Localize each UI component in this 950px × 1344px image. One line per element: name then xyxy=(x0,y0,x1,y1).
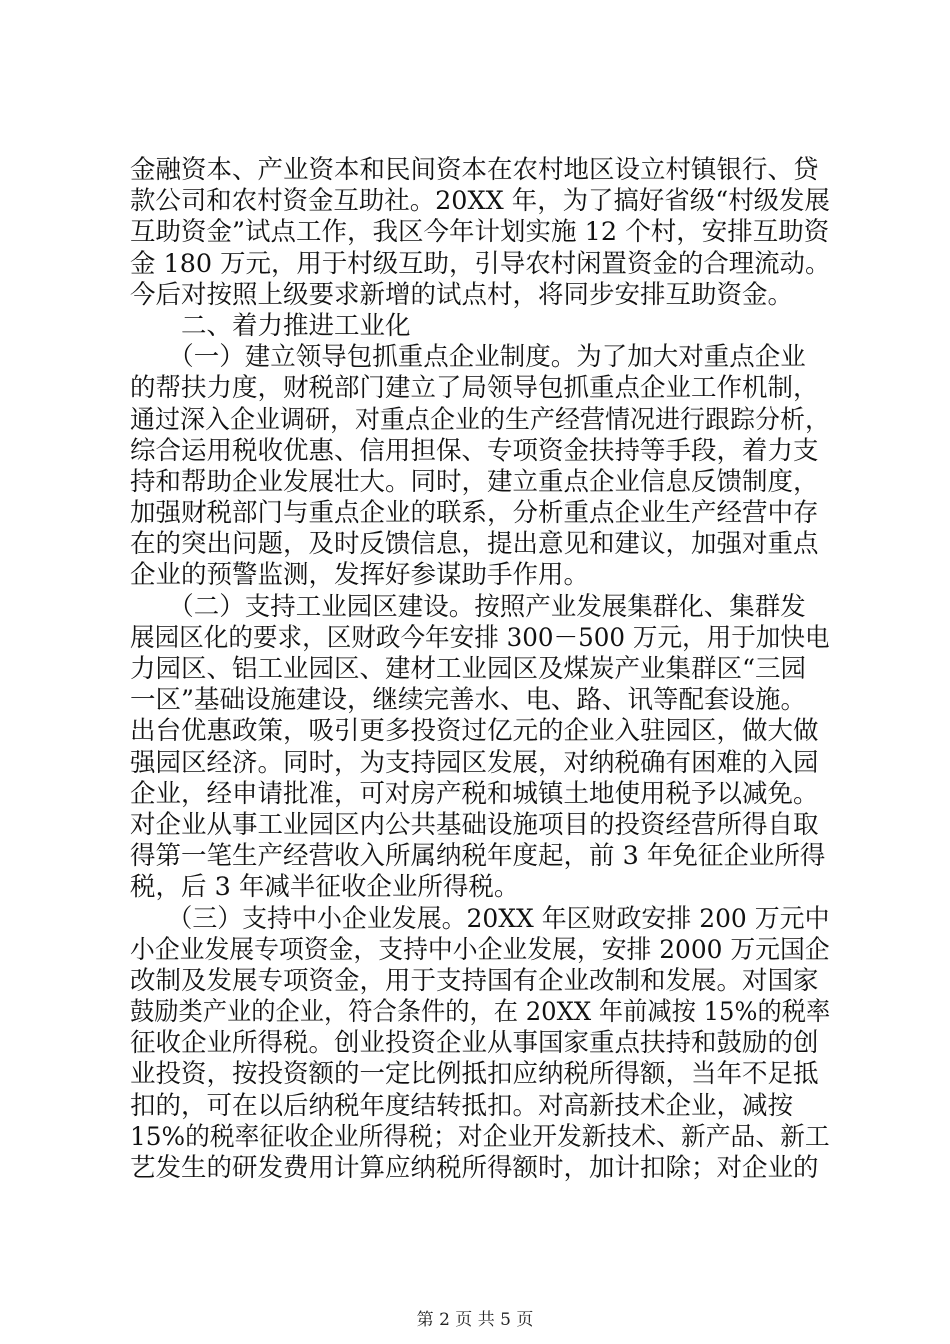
text-line: 企业，经申请批准，可对房产税和城镇土地使用税予以减免。 xyxy=(130,778,819,809)
text-line: 互助资金”试点工作，我区今年计划实施 12 个村，安排互助资 xyxy=(130,217,830,248)
text-line: 的帮扶力度，财税部门建立了局领导包抓重点企业工作机制， xyxy=(130,373,819,404)
text-line: 金融资本、产业资本和民间资本在农村地区设立村镇银行、贷 xyxy=(130,155,819,185)
document-body xyxy=(130,155,830,1184)
text-line: 征收企业所得税。创业投资企业从事国家重点扶持和鼓励的创 xyxy=(130,1028,819,1059)
text-line: 通过深入企业调研，对重点企业的生产经营情况进行跟踪分析， xyxy=(130,404,831,435)
text-line: 改制及发展专项资金，用于支持国有企业改制和发展。对国家 xyxy=(130,965,819,996)
text-line: 鼓励类产业的企业，符合条件的，在 20XX 年前减按 15%的税率 xyxy=(130,997,831,1028)
text-line: 款公司和农村资金互助社。20XX 年，为了搞好省级“村级发展 xyxy=(130,186,830,217)
text-line: 金 180 万元，用于村级互助，引导农村闲置资金的合理流动。 xyxy=(130,248,831,279)
text-line: 二、着力推进工业化 xyxy=(130,310,411,341)
text-line: （三）支持中小企业发展。20XX 年区财政安排 200 万元中 xyxy=(130,903,830,934)
text-line: 对企业从事工业园区内公共基础设施项目的投资经营所得自取 xyxy=(130,809,819,840)
text-line: 税，后 3 年减半征收企业所得税。 xyxy=(130,872,520,903)
text-line: 综合运用税收优惠、信用担保、专项资金扶持等手段，着力支 xyxy=(130,435,819,466)
text-line: 力园区、铝工业园区、建材工业园区及煤炭产业集群区“三园 xyxy=(130,654,807,684)
text-line: （一）建立领导包抓重点企业制度。为了加大对重点企业 xyxy=(130,342,806,373)
text-line: 15%的税率征收企业所得税；对企业开发新技术、新产品、新工 xyxy=(130,1121,830,1152)
text-line: 强园区经济。同时，为支持园区发展，对纳税确有困难的入园 xyxy=(130,747,819,778)
text-line: 在的突出问题，及时反馈信息，提出意见和建议，加强对重点 xyxy=(130,529,819,560)
text-line: 一区”基础设施建设，继续完善水、电、路、讯等配套设施。 xyxy=(130,685,807,716)
text-line: （二）支持工业园区建设。按照产业发展集群化、集群发 xyxy=(130,591,806,622)
text-line: 企业的预警监测，发挥好参谋助手作用。 xyxy=(130,560,590,591)
page-footer: 第 2 页 共 5 页 xyxy=(416,1310,534,1330)
text-line: 艺发生的研发费用计算应纳税所得额时，加计扣除；对企业的 xyxy=(130,1153,819,1183)
text-line: 扣的，可在以后纳税年度结转抵扣。对高新技术企业，减按 xyxy=(130,1090,794,1121)
text-line: 持和帮助企业发展壮大。同时，建立重点企业信息反馈制度， xyxy=(130,466,819,497)
text-line: 今后对按照上级要求新增的试点村，将同步安排互助资金。 xyxy=(130,279,794,310)
text-line: 业投资，按投资额的一定比例抵扣应纳税所得额，当年不足抵 xyxy=(130,1059,819,1090)
text-line: 小企业发展专项资金，支持中小企业发展，安排 2000 万元国企 xyxy=(130,934,830,965)
text-line: 出台优惠政策，吸引更多投资过亿元的企业入驻园区，做大做 xyxy=(130,716,819,747)
text-line: 展园区化的要求，区财政今年安排 300－500 万元，用于加快电 xyxy=(130,622,830,653)
text-line: 加强财税部门与重点企业的联系，分析重点企业生产经营中存 xyxy=(130,498,819,529)
text-line: 得第一笔生产经营收入所属纳税年度起，前 3 年免征企业所得 xyxy=(130,841,826,872)
